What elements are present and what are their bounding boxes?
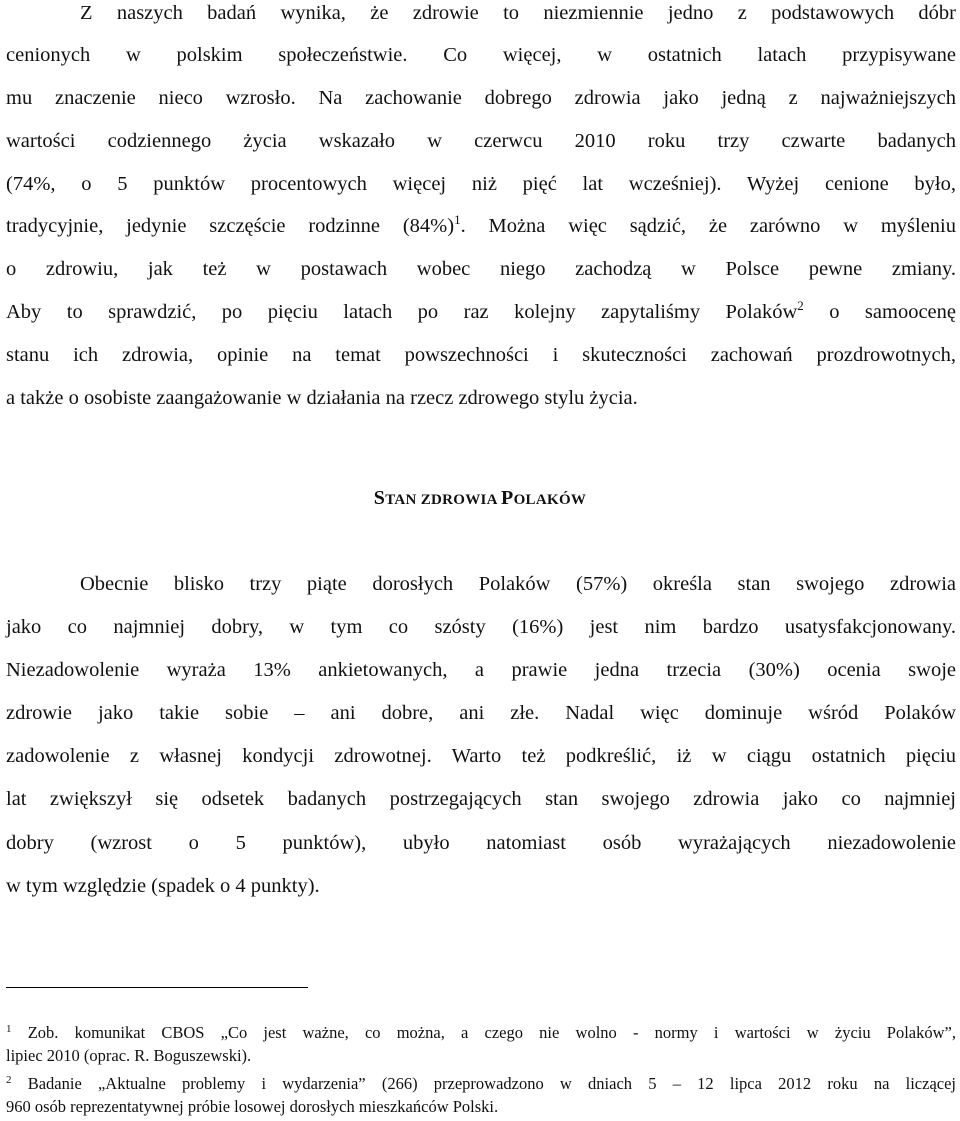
intro-line: wartości codziennego życia wskazało w czerwcu 2010 roku trzy czwarte badanych: [6, 130, 956, 152]
body-line: dobry (wzrost o 5 punktów), ubyło natomiast osób wyrażających niezadowolenie: [6, 832, 956, 854]
intro-line: o zdrowiu, jak też w postawach wobec niego zachodzą w Polsce pewne zmiany.: [6, 258, 956, 280]
body-line: zadowolenie z własnej kondycji zdrowotnej. Warto też podkreślić, iż w ciągu ostatnich pięciu: [6, 745, 956, 767]
intro-text: tradycyjnie, jedynie szczęście rodzinne (84%): [6, 215, 455, 237]
intro-line: [6, 298, 956, 326]
footnote-1: [6, 1022, 956, 1044]
intro-line: (74%, o 5 punktów procentowych więcej niż pięć lat wcześniej). Wyżej cenione było,: [6, 173, 956, 195]
body-line: Obecnie blisko trzy piąte dorosłych Polaków (57%) określa stan swojego zdrowia: [80, 573, 956, 595]
intro-text: o samoocenę: [803, 301, 956, 323]
footnote-separator: [6, 987, 308, 988]
intro-line: cenionych w polskim społeczeństwie. Co więcej, w ostatnich latach przypisywane: [6, 44, 956, 66]
footnote-ref: 2: [797, 298, 804, 314]
section-title: STAN ZDROWIA POLAKÓW: [373, 487, 587, 509]
body-line: zdrowie jako takie sobie – ani dobre, ani złe. Nadal więc dominuje wśród Polaków: [6, 702, 956, 724]
intro-line: [6, 212, 956, 240]
body-line: jako co najmniej dobry, w tym co szósty (16%) jest nim bardzo usatysfakcjonowany.: [6, 616, 956, 638]
footnote-text: Zob. komunikat CBOS „Co jest ważne, co można, a czego nie wolno - normy i wartości w życiu Polaków”,: [11, 1023, 956, 1042]
intro-line: a także o osobiste zaangażowanie w działania na rzecz zdrowego stylu życia.: [6, 387, 638, 409]
footnote-number: 1: [6, 1023, 12, 1035]
body-line: lat zwiększył się odsetek badanych postrzegających stan swojego zdrowia jako co najmniej: [6, 788, 956, 810]
footnote-1-cont: lipiec 2010 (oprac. R. Boguszewski).: [6, 1046, 252, 1065]
body-line: w tym względzie (spadek o 4 punkty).: [6, 875, 320, 897]
intro-line: Z naszych badań wynika, że zdrowie to niezmiennie jedno z podstawowych dóbr: [80, 2, 956, 24]
intro-text: . Można więc sądzić, że zarówno w myśleniu: [460, 215, 956, 237]
intro-line: stanu ich zdrowia, opinie na temat powszechności i skuteczności zachowań prozdrowotnych,: [6, 344, 956, 366]
footnote-2: [6, 1073, 956, 1095]
intro-line: mu znaczenie nieco wzrosło. Na zachowanie dobrego zdrowia jako jedną z najważniejszych: [6, 87, 956, 109]
footnote-number: 2: [6, 1074, 12, 1086]
body-line: Niezadowolenie wyraża 13% ankietowanych, a prawie jedna trzecia (30%) ocenia swoje: [6, 659, 956, 681]
footnote-2-cont: 960 osób reprezentatywnej próbie losowej dorosłych mieszkańców Polski.: [6, 1097, 499, 1116]
intro-text: Aby to sprawdzić, po pięciu latach po raz kolejny zapytaliśmy Polaków: [6, 301, 798, 323]
footnote-ref: 1: [454, 212, 461, 228]
footnote-text: Badanie „Aktualne problemy i wydarzenia” (266) przeprowadzono w dniach 5 – 12 lipca 2012 roku na liczącej: [11, 1074, 956, 1093]
